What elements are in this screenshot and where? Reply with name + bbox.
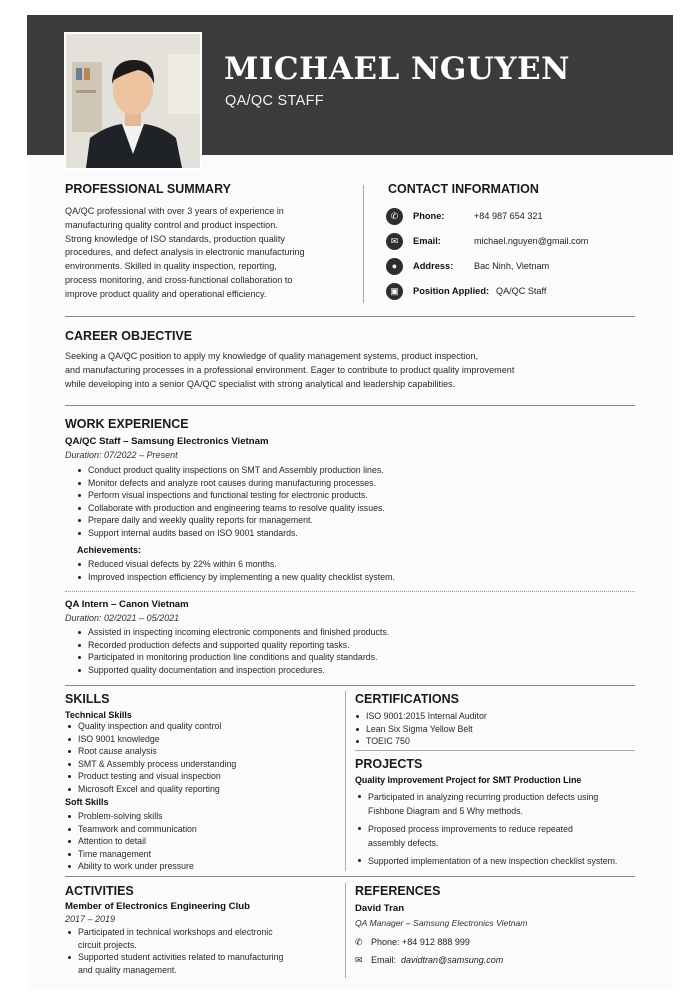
phone-value: +84 987 654 321 <box>474 211 543 221</box>
list-item: Improved inspection efficiency by implementing a new quality checklist system. <box>77 571 637 584</box>
resume-page <box>27 15 673 990</box>
list-item: ISO 9001 knowledge <box>67 733 337 746</box>
list-item: Time management <box>67 848 337 861</box>
activity-years: 2017 – 2019 <box>65 914 116 924</box>
list-item <box>67 951 337 976</box>
list-item: Quality inspection and quality control <box>67 720 337 733</box>
objective-line: and manufacturing processes in a professional environment. Eager to contribute to product quality improvement <box>65 364 515 375</box>
list-item: Attention to detail <box>67 835 337 848</box>
objective-line: while developing into a senior QA/QC specialist with strong analytical and leadership capabilities. <box>65 378 456 389</box>
address-value: Bac Ninh, Vietnam <box>474 261 550 271</box>
list-item-line: Fishbone Diagram and 5 Why methods. <box>368 806 523 816</box>
list-item-line: assembly defects. <box>368 838 439 848</box>
list-item-line: Proposed process improvements to reduce repeated <box>368 824 573 834</box>
list-item: Lean Six Sigma Yellow Belt <box>355 723 635 736</box>
list-item <box>357 822 642 850</box>
list-item: Recorded production defects and supported quality reporting tasks. <box>77 639 637 652</box>
list-item: Supported quality documentation and inspection procedures. <box>77 664 637 677</box>
section-divider <box>65 685 635 686</box>
list-item: Conduct product quality inspections on SMT and Assembly production lines. <box>77 464 637 477</box>
certifications-heading: CERTIFICATIONS <box>355 692 459 706</box>
summary-line: manufacturing quality control and product inspection. <box>65 219 278 230</box>
phone-icon: ✆ <box>355 937 363 947</box>
section-divider <box>65 405 635 406</box>
phone-label: Phone: <box>413 211 445 221</box>
job-title: QA Intern – Canon Vietnam <box>65 599 189 610</box>
dotted-divider <box>65 591 635 592</box>
objective-line: Seeking a QA/QC position to apply my knowledge of quality management systems, product inspection, <box>65 351 478 361</box>
soft-skills-label: Soft Skills <box>65 797 109 807</box>
certifications-list <box>355 710 635 748</box>
reference-phone-label: Phone: <box>371 937 400 947</box>
activity-org: Member of Electronics Engineering Club <box>65 901 250 912</box>
list-item-line: and quality management. <box>78 964 177 975</box>
candidate-role: QA/QC STAFF <box>225 93 324 109</box>
list-item <box>357 790 642 818</box>
job-achievements <box>77 558 637 583</box>
job-duration: Duration: 02/2021 – 05/2021 <box>65 613 180 623</box>
list-item: Assisted in inspecting incoming electronic components and finished products. <box>77 626 637 639</box>
job-responsibilities <box>77 626 637 676</box>
list-item: Microsoft Excel and quality reporting <box>67 783 337 796</box>
summary-line: Strong knowledge of ISO standards, production quality <box>65 233 285 244</box>
summary-text <box>65 205 355 302</box>
email-label: Email: <box>413 236 441 246</box>
summary-line: environments. Skilled in quality inspection, reporting, <box>65 261 277 272</box>
section-divider <box>355 750 635 751</box>
list-item: Problem-solving skills <box>67 810 337 823</box>
email-icon: ✉ <box>386 233 403 250</box>
summary-line: improve product quality and operational efficiency. <box>65 288 267 299</box>
job-responsibilities <box>77 464 637 540</box>
list-item: Perform visual inspections and functional testing for electronic products. <box>77 489 637 502</box>
reference-name: David Tran <box>355 903 405 914</box>
candidate-name: MICHAEL NGUYEN <box>224 51 570 87</box>
list-item-line: Participated in technical workshops and electronic <box>78 927 273 937</box>
list-item: Collaborate with production and engineering teams to resolve quality issues. <box>77 502 637 515</box>
summary-line: QA/QC professional with over 3 years of experience in <box>65 206 284 216</box>
address-label: Address: <box>413 261 454 271</box>
reference-email-row <box>355 955 503 966</box>
reference-phone-value: +84 912 888 999 <box>402 937 470 947</box>
list-item: Root cause analysis <box>67 745 337 758</box>
list-item: Product testing and visual inspection <box>67 770 337 783</box>
list-item: Reduced visual defects by 22% within 6 months. <box>77 558 637 571</box>
list-item: Prepare daily and weekly quality reports for management. <box>77 514 637 527</box>
objective-text <box>65 350 645 391</box>
list-item-line: Supported student activities related to manufacturing <box>78 952 284 963</box>
column-divider <box>345 883 346 978</box>
skills-heading: SKILLS <box>65 692 110 706</box>
list-item-line: Supported implementation of a new inspection checklist system. <box>368 856 618 866</box>
job-title: QA/QC Staff – Samsung Electronics Vietnam <box>65 436 269 447</box>
list-item: Participated in monitoring production line conditions and quality standards. <box>77 651 637 664</box>
email-value[interactable]: michael.nguyen@gmail.com <box>474 236 589 246</box>
profile-photo-illustration <box>66 34 200 168</box>
section-divider <box>65 316 635 317</box>
position-label: Position Applied: <box>413 286 490 296</box>
list-item-line: circuit projects. <box>78 939 137 950</box>
project-items <box>357 790 642 868</box>
column-divider <box>363 185 364 303</box>
technical-skills-label: Technical Skills <box>65 710 132 720</box>
summary-line: process monitoring, and cross-functional collaboration to <box>65 274 293 285</box>
summary-line: procedures, and defect analysis in electronic manufacturing <box>65 247 305 258</box>
references-heading: REFERENCES <box>355 884 441 898</box>
soft-skills-list <box>67 810 337 873</box>
summary-heading: PROFESSIONAL SUMMARY <box>65 182 231 196</box>
profile-photo <box>64 32 202 170</box>
experience-heading: WORK EXPERIENCE <box>65 417 189 431</box>
job-duration: Duration: 07/2022 – Present <box>65 450 178 460</box>
phone-icon: ✆ <box>386 208 403 225</box>
reference-email-label: Email: <box>371 955 397 965</box>
contact-heading: CONTACT INFORMATION <box>388 182 539 196</box>
position-value: QA/QC Staff <box>496 286 547 296</box>
projects-heading: PROJECTS <box>355 757 423 771</box>
list-item: Ability to work under pressure <box>67 860 337 873</box>
email-icon: ✉ <box>355 955 363 965</box>
list-item <box>67 926 337 951</box>
achievements-label: Achievements: <box>77 545 142 555</box>
reference-email-value[interactable]: davidtran@samsung.com <box>401 955 504 965</box>
section-divider <box>65 876 635 877</box>
objective-heading: CAREER OBJECTIVE <box>65 329 193 343</box>
reference-phone-row <box>355 937 470 948</box>
activity-items <box>67 926 337 976</box>
list-item: TOEIC 750 <box>355 735 635 748</box>
location-pin-icon: ● <box>386 258 403 275</box>
list-item: SMT & Assembly process understanding <box>67 758 337 771</box>
reference-position: QA Manager – Samsung Electronics Vietnam <box>355 918 528 928</box>
list-item-line: Participated in analyzing recurring production defects using <box>368 792 599 802</box>
column-divider <box>345 691 346 871</box>
list-item: ISO 9001:2015 Internal Auditor <box>355 710 635 723</box>
list-item: Monitor defects and analyze root causes during manufacturing processes. <box>77 477 637 490</box>
project-title: Quality Improvement Project for SMT Production Line <box>355 775 582 785</box>
list-item <box>357 854 642 868</box>
activities-heading: ACTIVITIES <box>65 884 134 898</box>
technical-skills-list <box>67 720 337 796</box>
list-item: Teamwork and communication <box>67 823 337 836</box>
list-item: Support internal audits based on ISO 9001 standards. <box>77 527 637 540</box>
briefcase-icon: ▣ <box>386 283 403 300</box>
